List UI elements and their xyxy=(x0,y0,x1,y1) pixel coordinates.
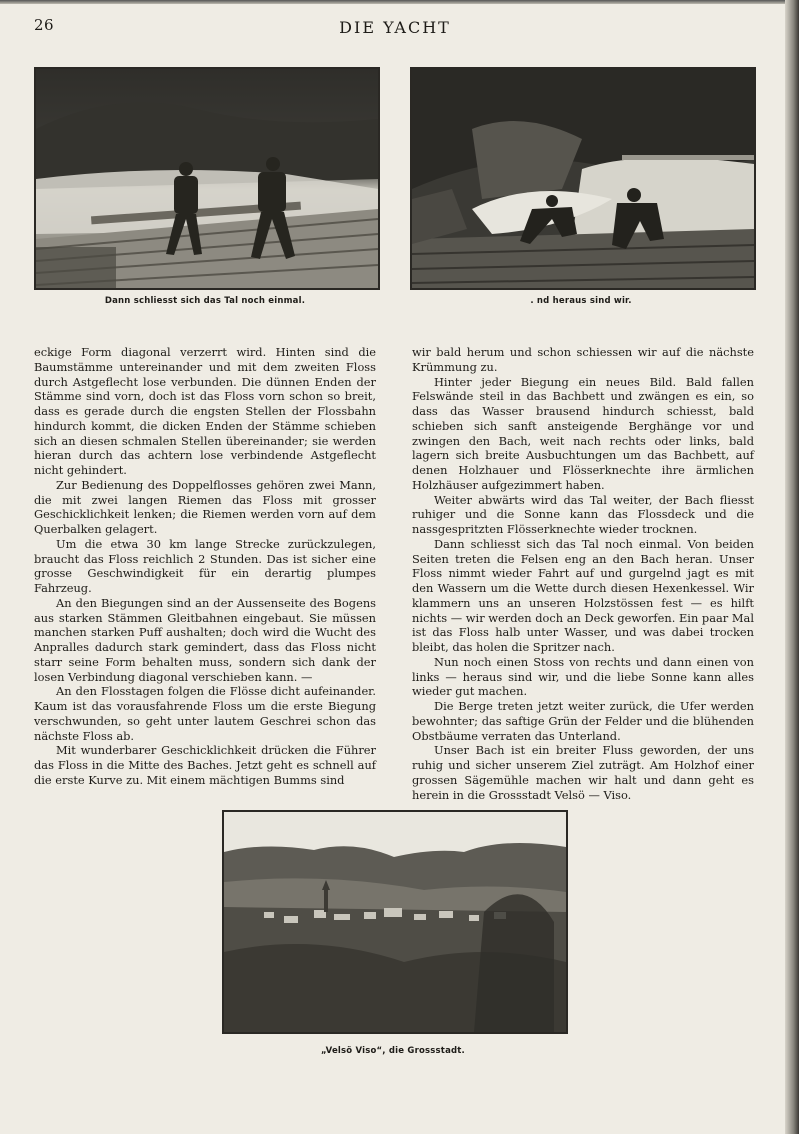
page-top-edge xyxy=(0,0,799,4)
photo-rapids-image xyxy=(412,69,754,288)
photo-town-view xyxy=(222,810,568,1034)
caption-top-left: Dann schliesst sich das Tal noch einmal. xyxy=(104,296,306,306)
left-paragraph: An den Biegungen sind an der Aussenseite des Bogens aus starken Stämmen Gleitbahnen eingebaut. Sie müssen manchen starken Puff aushalten; doch wird die Wucht des Anpralles dadurch stark gemindert, dass das Floss nicht starr seine Form behalten muss, sondern sich dank der losen Verbindung diagonal verschieben kann. — xyxy=(34,595,376,684)
right-paragraph: Unser Bach ist ein breiter Fluss geworden, der uns ruhig und sicher unserem Ziel zuträgt. Am Holzhof einer grossen Sägemühle machen wir halt und dann geht es herein in die Grossstadt Velsö — Viso. xyxy=(412,743,754,802)
photo-town-view-image xyxy=(224,812,566,1032)
left-paragraph: Zur Bedienung des Doppelflosses gehören zwei Mann, die mit zwei langen Riemen das Floss mit grosser Geschicklichkeit lenken; die Riemen werden vorn auf dem Querbalken gelagert. xyxy=(34,477,376,536)
right-paragraph: wir bald herum und schon schiessen wir auf die nächste Krümmung zu. xyxy=(412,345,754,374)
left-paragraph: Mit wunderbarer Geschicklichkeit drücken die Führer das Floss in die Mitte des Baches. Jetzt geht es schnell auf die erste Kurve zu. Mit einem mächtigen Bumms sind xyxy=(34,743,376,787)
right-paragraph: Nun noch einen Stoss von rechts und dann einen von links — heraus sind wir, und die liebe Sonne kann alles wieder gut machen. xyxy=(412,654,754,699)
photo-rapids xyxy=(410,67,756,290)
photo-raft-two-men-image xyxy=(36,69,378,288)
page-number: 26 xyxy=(34,16,55,34)
left-text-column xyxy=(34,345,376,788)
photo-raft-two-men xyxy=(34,67,380,290)
left-paragraph: eckige Form diagonal verzerrt wird. Hinten sind die Baumstämme untereinander und mit dem zweiten Floss durch Astgeflecht lose verbunden. Die dünnen Enden der Stämme sind vorn, doch ist das Floss vorn schon so breit, dass es gerade durch die engsten Stellen der Flossbahn hindurch kommt, die dicken Enden der Stämme schieben sich an diesen schmalen Stellen übereinander; sie werden hieran durch das achtern lose verbindende Astgeflecht nicht gehindert. xyxy=(34,345,376,477)
right-paragraph: Weiter abwärts wird das Tal weiter, der Bach fliesst ruhiger und die Sonne kann das Flossdeck und die nassgespritzten Flösserknechte wieder trocknen. xyxy=(412,492,754,536)
left-paragraph: An den Flosstagen folgen die Flösse dicht aufeinander. Kaum ist das vorausfahrende Floss um die erste Biegung verschwunden, so geht unter lautem Geschrei schon das nächste Floss ab. xyxy=(34,684,376,743)
page-binding-edge xyxy=(785,0,799,1134)
right-paragraph: Die Berge treten jetzt weiter zurück, die Ufer werden bewohnter; das saftige Grün der Felder und die blühenden Obstbäume verraten das Unterland. xyxy=(412,699,754,743)
right-paragraph: Hinter jeder Biegung ein neues Bild. Bald fallen Felswände steil in das Bachbett und zwängen es ein, so dass das Wasser brausend hindurch schiesst, bald schieben sich sanft ansteigende Berghänge vor und zwingen den Bach, weit nach rechts oder links, bald lagern sich breite Ausbuchtungen um das Bachbett, auf denen Holzhauer und Flösserknechte ihre ärmlichen Holzhäuser aufgezimmert haben. xyxy=(412,374,754,492)
caption-bottom: „Velsö Viso“, die Grossstadt. xyxy=(321,1046,465,1056)
right-text-column xyxy=(412,345,754,802)
right-paragraph: Dann schliesst sich das Tal noch einmal. Von beiden Seiten treten die Felsen eng an den Bach heran. Unser Floss nimmt wieder Fahrt auf und gurgelnd jagt es mit den Wassern um die Wette durch diesen Hexenkessel. Wir klammern uns an unseren Holzstössen fest — es hilft nichts — wir werden doch an Deck geworfen. Ein paar Mal ist das Floss halb unter Wasser, und was dabei trocken bleibt, das holen die Spritzer nach. xyxy=(412,536,754,654)
caption-top-right: . nd heraus sind wir. xyxy=(530,296,632,306)
magazine-title: DIE YACHT xyxy=(339,18,451,37)
left-paragraph: Um die etwa 30 km lange Strecke zurückzulegen, braucht das Floss reichlich 2 Stunden. Das ist sicher eine grosse Geschwindigkeit für ein derartig plumpes Fahrzeug. xyxy=(34,536,376,595)
